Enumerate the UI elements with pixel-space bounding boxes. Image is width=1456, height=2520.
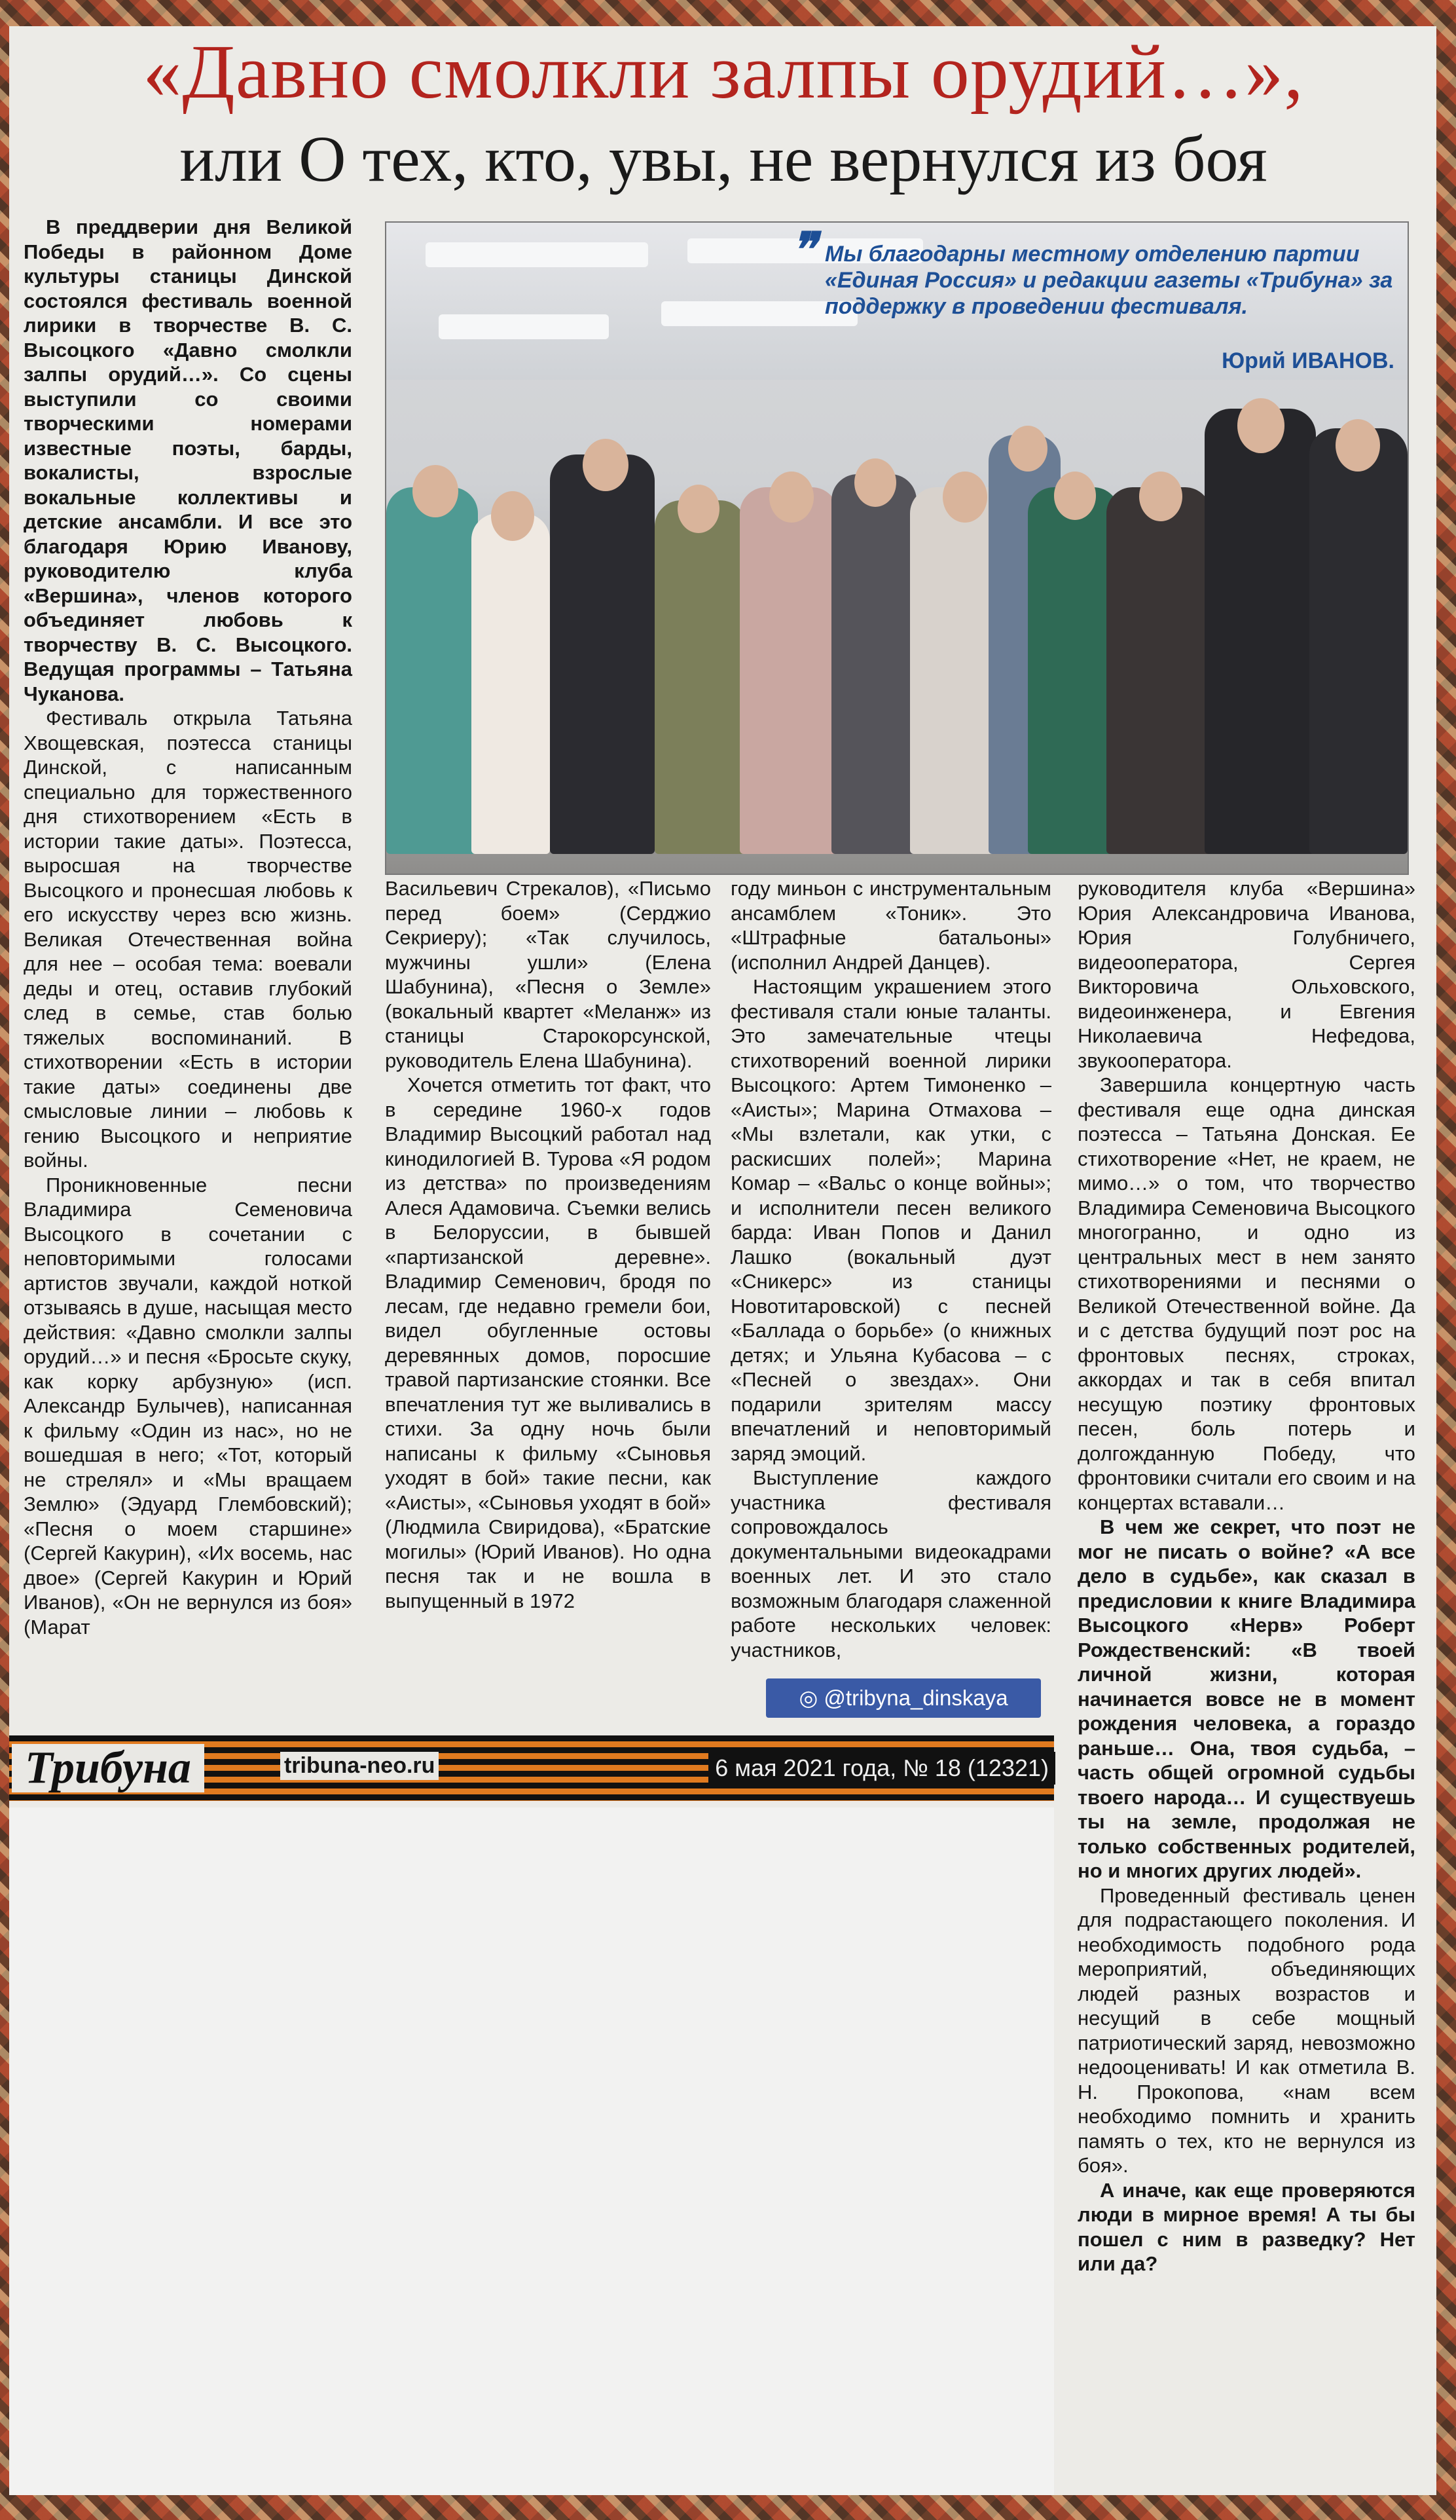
event-photo — [385, 221, 1409, 875]
paragraph: Проникновенные песни Владимира Семеновича Высоцкого в сочетании с неповторимыми голосами артистов звучали, каждой ноткой отзываясь в душе, насыщая место действия: «Давно смолкли залпы орудий…» и песня «Бросьте скуку, как корку арбузную» (исп. Александр Булычев), написанная к фильму «Один из нас», но не вошедшая в него; «Тот, который не стрелял» и «Мы вращаем Землю» (Эдуард Глембовский); «Песня о моем старшине» (Сергей Какурин), «Их восемь, нас двое» (Сергей Какурин и Юрий Иванов), «Он не вернулся из боя» (Марат — [24, 1173, 352, 1639]
headline-line-2: или О тех, кто, увы, не вернулся из боя — [179, 122, 1267, 195]
person-head — [412, 465, 458, 517]
person-head — [943, 472, 987, 523]
photo-quote — [791, 224, 1394, 320]
text-column-3 — [731, 876, 1051, 1662]
person-figure — [471, 513, 550, 854]
text-column-4 — [1078, 876, 1415, 2276]
paragraph: Настоящим украшением этого фестиваля стали юные таланты. Это замечательные чтецы стихотворений военной лирики Высоцкого: Артем Тимоненко – «Аисты»; Марина Отмахова – «Мы взлетали, как утки, с раскисших полей»; Марина Комар – «Вальс о конце войны»; и исполнители песен великого барда: Иван Попов и Данил Лашко (вокальный дуэт «Сникерс» из станицы Новотитаровской) с песней «Баллада о борьбе» (о книжных детях; и Ульяна Кубасова – с «Песней о звездах». Они подарили зрителям массу впечатлений и неповторимый заряд эмоций. — [731, 975, 1051, 1465]
person-figure — [550, 454, 655, 854]
paragraph: В чем же секрет, что поэт не мог не писать о войне? «А все дело в судьбе», как сказал в предисловии к книге Владимира Высоцкого «Нерв» Роберт Рождественский: «В твоей личной жизни, которая начинается вовсе не в момент рождения человека, а гораздо раньше… Она, твоя судьба, – часть общей огромной судьбы твоего народа… И существуешь ты на земле, продолжая не только собственных родителей, но и многих других людей». — [1078, 1515, 1415, 1882]
blank-paper-area — [9, 1807, 1054, 2495]
paragraph: А иначе, как еще проверяются люди в мирное время! А ты бы пошел с ним в разведку? Нет или да? — [1078, 2178, 1415, 2275]
person-figure — [655, 500, 746, 854]
paragraph: году миньон с инструментальным ансамблем «Тоник». Это «Штрафные батальоны» (исполнил Андрей Данцев). — [731, 877, 1051, 974]
quote-text: Мы благодарны местному отделению партии «Единая Россия» и редакции газеты «Трибуна» за поддержку в проведении фестиваля. — [825, 242, 1393, 319]
text-column-2 — [385, 876, 711, 1613]
person-figure — [740, 487, 838, 854]
paragraph: Завершила концертную часть фестиваля еще одна динская поэтесса – Татьяна Донская. Ее стихотворение «Нет, не краем, не мимо…» о том, что творчество Владимира Семеновича Высоцкого многогранно, и одно из центральных мест в нем занято стихотворениями и песнями о Великой Отечественной войне. Да и с детства будущий поэт рос на фронтовых песнях, строках, аккордах и так в себя впитал несущую поэтику фронтовых песен, боль потерь и долгожданную Победу, что фронтовики считали его своим и на концертах вставали… — [1078, 1073, 1415, 1514]
paragraph: Васильевич Стрекалов), «Письмо перед боем» (Серджио Секриеру); «Так случилось, мужчины ушли» (Елена Шабунина), «Песня о Земле» (вокальный квартет «Меланж» из станицы Старокорсунской, руководитель Елена Шабунина). — [385, 877, 711, 1072]
person-figure — [1028, 487, 1119, 854]
person-head — [769, 472, 814, 523]
instagram-handle: @tribyna_dinskaya — [824, 1686, 1008, 1710]
person-head — [854, 458, 896, 507]
person-head — [1054, 472, 1096, 520]
person-head — [491, 491, 534, 541]
instagram-badge — [766, 1678, 1041, 1718]
instagram-icon: ◎ — [799, 1686, 818, 1710]
person-head — [1237, 398, 1284, 453]
person-head — [678, 485, 719, 533]
person-figure — [1106, 487, 1211, 854]
issue-date: 6 мая 2021 года, № 18 (12321) — [708, 1752, 1055, 1785]
quote-mark-icon: ❞ — [791, 224, 816, 276]
paragraph: Фестиваль открыла Татьяна Хвощевская, поэтесса станицы Динской, с написанным специально для торжественного дня стихотворением «Есть в истории такие даты». Поэтесса, выросшая на творчестве Высоцкого и пронесшая любовь к его искусству через всю жизнь. Великая Отечественная война для нее – особая тема: воевали деды и отец, оставив глубокий след в семье, став болью тяжелых воспоминаний. В стихотворении «Есть в истории такие даты» соединены две смысловые линии – любовь к гению Высоцкого и неприятие войны. — [24, 707, 352, 1172]
lead-paragraph: В преддверии дня Великой Победы в районном Доме культуры станицы Динской состоялся фестиваль военной лирики в творчестве В. С. Высоцкого «Давно смолкли залпы орудий…». Со сцены выступили со своими творческими номерами известные поэты, барды, вокалисты, взрослые вокальные коллективы и детские ансамбли. И все это благодаря Юрию Иванову, руководителю клуба «Вершина», членов которого объединяет любовь к творчеству В. С. Высоцкого. Ведущая программы – Татьяна Чуканова. — [24, 215, 352, 705]
person-head — [1336, 419, 1380, 472]
paragraph: руководителя клуба «Вершина» Юрия Александровича Иванова, Юрия Голубничего, видеооператора, Сергея Викторовича Ольховского, видеоинженера, и Евгения Николаевича Нефедова, звукооператора. — [1078, 877, 1415, 1072]
quote-author: Юрий ИВАНОВ. — [1222, 348, 1394, 373]
text-column-1 — [24, 215, 352, 1639]
newspaper-logo: Трибуна — [12, 1744, 204, 1792]
person-head — [583, 439, 628, 491]
paragraph: Проведенный фестиваль ценен для подрастающего поколения. И необходимость подобного рода мероприятий, объединяющих людей разных возрастов и несущий в себе мощный патриотический заряд, невозможно недооценивать! И как отметила В. Н. Прокопова, «нам всем необходимо помнить и хранить память о тех, кто не вернулся из боя». — [1078, 1883, 1415, 2177]
ceiling-lamp — [426, 242, 648, 267]
headline-line-1: «Давно смолкли залпы орудий…», — [143, 29, 1304, 115]
person-figure — [831, 474, 917, 854]
person-figure — [1205, 409, 1316, 854]
person-figure — [1309, 428, 1408, 854]
website-label: tribuna-neo.ru — [280, 1752, 439, 1780]
paragraph: Хочется отметить тот факт, что в середине 1960-х годов Владимир Высоцкий работал над кинодилогией В. Турова «Я родом из детства» по произведениям Алеся Адамовича. Съемки велись в Белоруссии, в бывшей «партизанской деревне». Владимир Семенович, бродя по лесам, где недавно гремели бои, видел обугленные остовы деревянных домов, поросшие травой партизанские стоянки. Все впечатления тут же выливались в стихи. За одну ночь были написаны к фильму «Сыновья уходят в бой» такие песни, как «Аисты», «Сыновья уходят в бой» (Людмила Свиридова), «Братские могилы» (Юрий Иванов). Но одна песня так и не вошла в выпущенный в 1972 — [385, 1073, 711, 1612]
person-head — [1139, 472, 1182, 521]
ceiling-lamp — [439, 314, 609, 339]
person-head — [1008, 426, 1047, 472]
person-figure — [386, 487, 478, 854]
paragraph: Выступление каждого участника фестиваля сопровождалось документальными видеокадрами военных лет. И это стало возможным благодаря слаженной работе нескольких человек: участников, — [731, 1466, 1051, 1661]
